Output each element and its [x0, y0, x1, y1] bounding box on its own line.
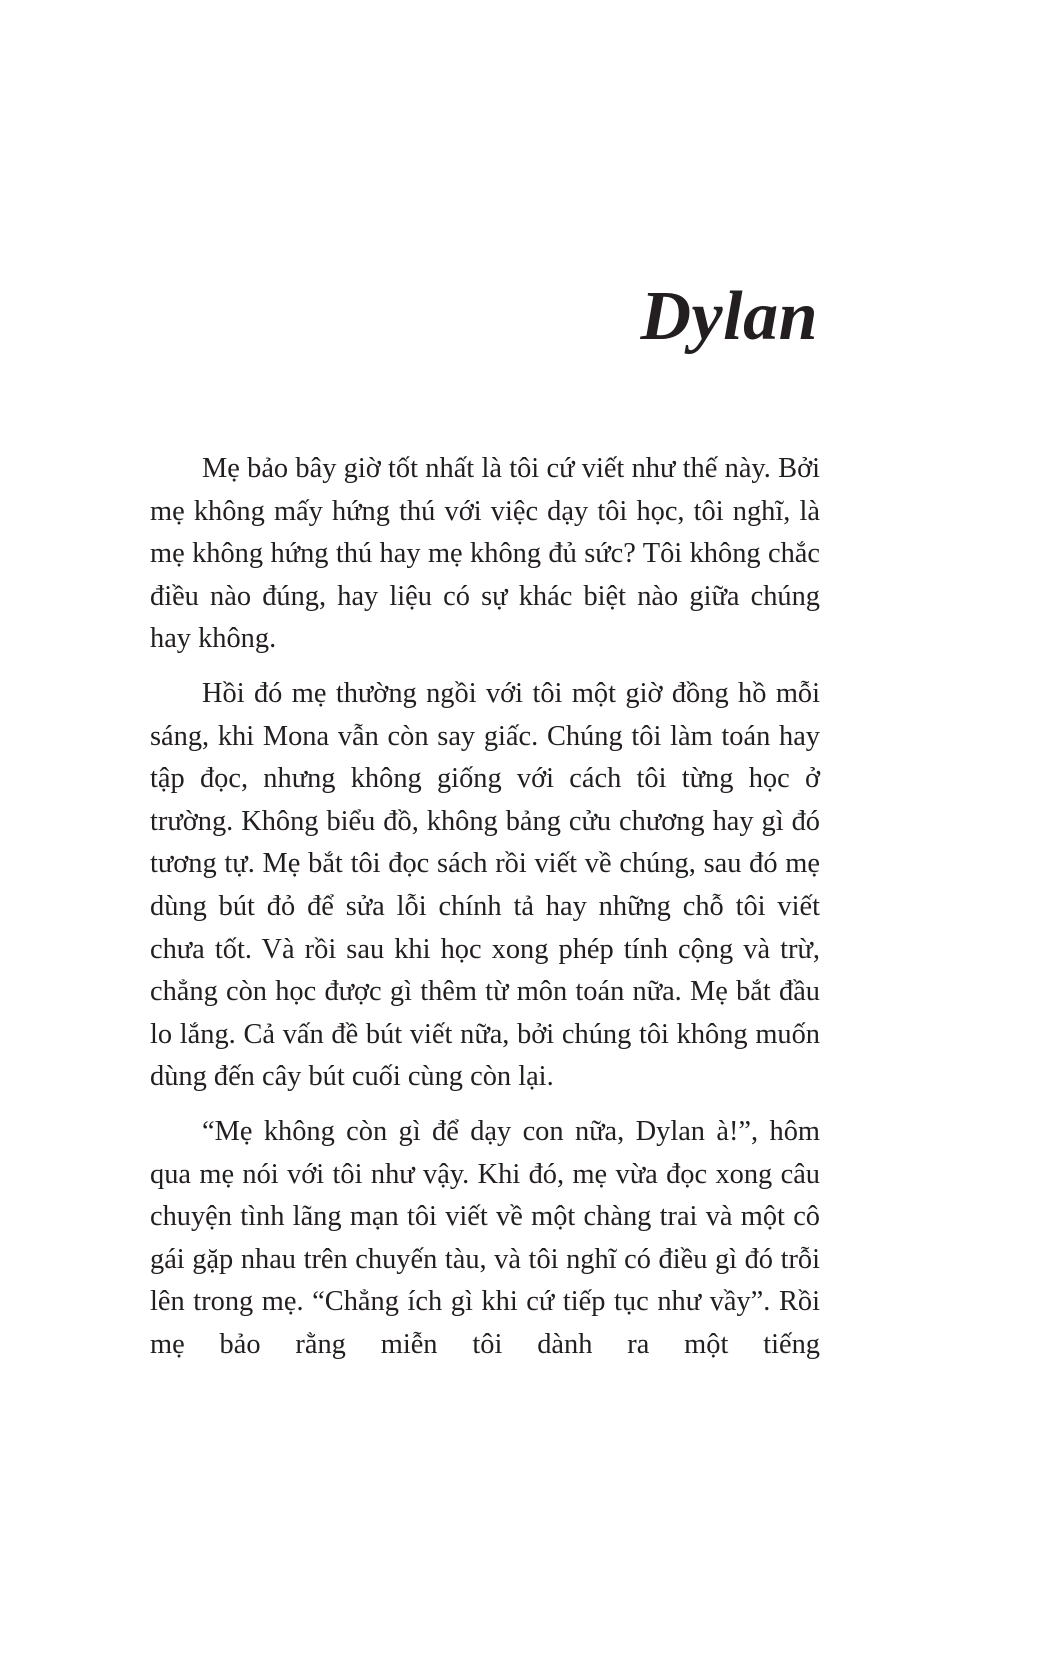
- chapter-title: Dylan: [640, 278, 818, 355]
- paragraph-2: Hồi đó mẹ thường ngồi với tôi một giờ đồng hồ mỗi sáng, khi Mona vẫn còn say giấc. Chúng tôi làm toán hay tập đọc, nhưng không giống với cách tôi từng học ở trường. Không biểu đồ, không bảng cửu chương hay gì đó tương tự. Mẹ bắt tôi đọc sách rồi viết về chúng, sau đó mẹ dùng bút đỏ để sửa lỗi chính tả hay những chỗ tôi viết chưa tốt. Và rồi sau khi học xong phép tính cộng và trừ, chẳng còn học được gì thêm từ môn toán nữa. Mẹ bắt đầu lo lắng. Cả vấn đề bút viết nữa, bởi chúng tôi không muốn dùng đến cây bút cuối cùng còn lại.: [150, 677, 820, 1093]
- paragraph-1: Mẹ bảo bây giờ tốt nhất là tôi cứ viết như thế này. Bởi mẹ không mấy hứng thú với việc dạy tôi học, tôi nghĩ, là mẹ không hứng thú hay mẹ không đủ sức? Tôi không chắc điều nào đúng, hay liệu có sự khác biệt nào giữa chúng hay không.: [150, 453, 820, 655]
- chapter-body: [150, 448, 820, 1378]
- paragraph-3: “Mẹ không còn gì để dạy con nữa, Dylan à!”, hôm qua mẹ nói với tôi như vậy. Khi đó, mẹ vừa đọc xong câu chuyện tình lãng mạn tôi viết về một chàng trai và một cô gái gặp nhau trên chuyến tàu, và tôi nghĩ có điều gì đó trỗi lên trong mẹ. “Chẳng ích gì khi cứ tiếp tục như vầy”. Rồi mẹ bảo rằng miễn tôi dành ra một tiếng: [150, 1115, 820, 1360]
